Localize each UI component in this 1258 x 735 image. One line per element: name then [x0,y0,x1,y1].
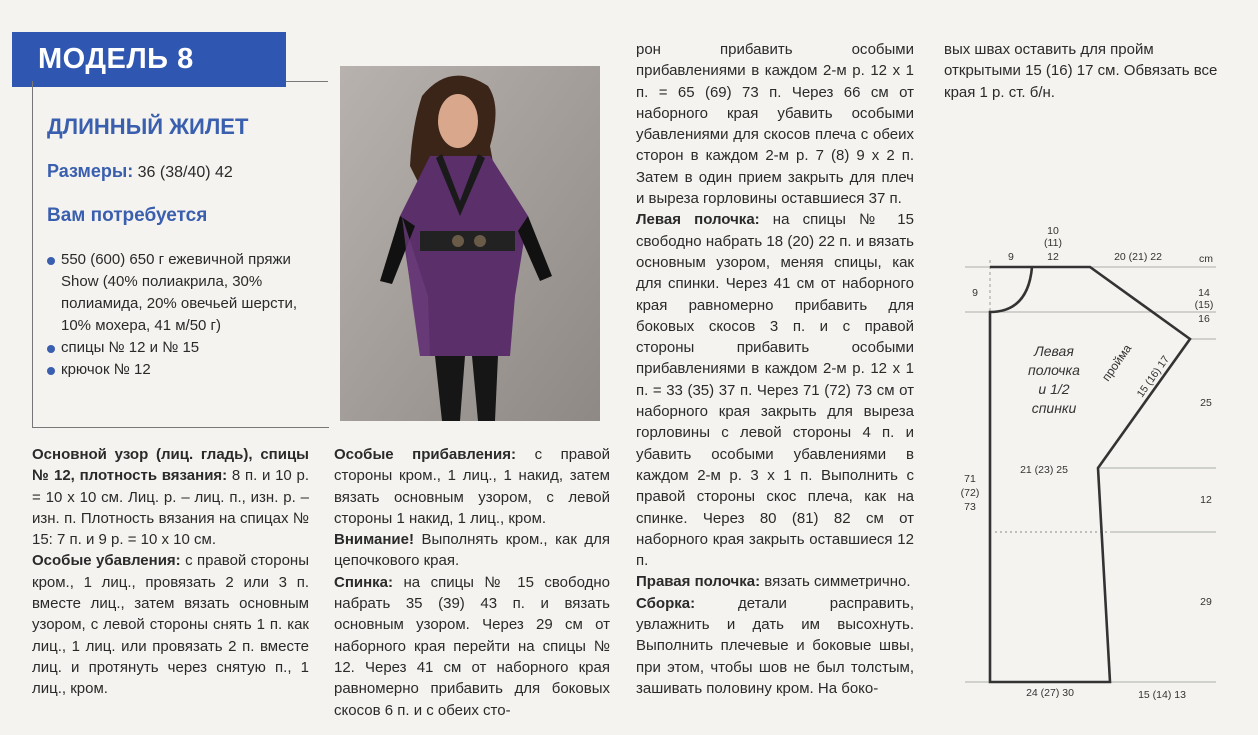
piece-name-3: и 1/2 [1038,381,1070,397]
materials-list [47,249,317,381]
dim-neck-1: 10 [1047,225,1059,237]
piece-name-1: Левая [1034,343,1074,359]
body-text: вых швах оставить для пройм открытыми 15 (16) 17 см. Обвязать все края 1 р. ст. б/н. [944,41,1218,101]
guide-lines [965,260,1216,682]
dim-lower-height: 29 [1200,596,1212,608]
body-text: Выполнять кром., как для цепочкового края. [334,531,610,570]
dim-bottom-extension: 15 (14) 13 [1138,689,1186,701]
text-column-2 [334,444,610,721]
text-column-3 [636,39,914,699]
materials-heading: Вам потребуется [47,205,208,226]
dim-shoulder: 20 (21) 22 [1114,251,1162,263]
dim-total-1: 71 [964,473,976,485]
dim-bottom-width: 24 (27) 30 [1026,687,1074,699]
heading-increases: Особые прибавления: [334,446,516,463]
body-text: на спицы № 15 свободно набрать 35 (39) 43 п. и вязать основным узором. Через 29 см от наборного края перейти на спицы № 12. Через 41 см от наборного края равномерно прибавить для боковых скосов 6 п. и с обеих сто- [334,573,610,719]
dim-shoulder-slope-2: (15) [1194,299,1214,311]
heading-main-pattern: Основной узор (лиц. гладь), спицы № 12, плотность вязания: [32,446,309,485]
dim-body-height: 12 [1200,494,1212,506]
pattern-title: ДЛИННЫЙ ЖИЛЕТ [47,114,249,139]
dim-total-2: (72) [960,487,980,499]
dim-neck-depth: 9 [972,287,978,299]
heading-assembly: Сборка: [636,594,696,612]
piece-label [1028,343,1080,416]
heading-back: Спинка: [334,573,394,591]
piece-name-4: спинки [1031,400,1077,416]
heading-left-front: Левая полочка: [636,211,760,229]
unit-label: cm [1199,253,1213,265]
text-column-4 [944,39,1222,103]
model-illustration [340,66,600,421]
dim-shoulder-slope-1: 14 [1198,287,1210,299]
heading-decreases: Особые убавления: [32,552,181,570]
model-banner [12,32,286,87]
pattern-schematic [960,220,1220,715]
dim-neck-2: (11) [1044,237,1062,249]
dim-neck-3: 12 [1047,251,1059,263]
heading-right-front: Правая полочка: [636,573,761,591]
list-item: 550 (600) 650 г ежевичной пряжи Show (40% полиакрила, 30% полиамида, 20% овечьей шерсти, 10% мохера, 41 м/50 г) [47,249,317,337]
body-text: с правой стороны кром., 1 лиц., 1 накид, затем вязать основным узором, с левой стороны 1 накид, 1 лиц., кром. [334,446,610,527]
body-text: вязать симметрично. [760,573,911,591]
body-text: на спицы № 15 свободно набрать 18 (20) 22 п. и вязать основным узором, меняя спицы, как для спинки. Через 41 см от наборного края равномерно прибавить для боковых скосов 3 п. и с правой стороны прибавить особыми прибавлениями в каждом 2-м р. 12 х 1 п. = 33 (35) 37 п. Через 71 (72) 73 см от наборного края закрыть для выреза горловины с левой стороны 4 п. и убавить особыми убавлениями в каждом 2-м р. 3 х 1 п. Выполнить с правой стороны скос плеча, как на спинке. Через 80 (81) 82 см от наборного края закрыть оставшиеся 12 п. [636,211,914,570]
list-item: крючок № 12 [47,359,317,381]
heading-attention: Внимание! [334,531,414,549]
armhole-label: пройма [1098,341,1135,384]
sizes-line [47,161,233,182]
dim-armhole-height: 25 [1200,397,1212,409]
armhole-size: 15 (16) 17 [1134,353,1172,400]
sizes-value: 36 (38/40) 42 [137,164,233,181]
dim-top-left: 9 [1008,251,1014,263]
body-text: детали расправить, увлажнить и дать им высохнуть. Выполнить плечевые и боковые швы, при этом, чтобы шов не был толстым, зашивать половину кром. На боко- [636,594,914,697]
body-text: рон прибавить особыми прибавлениями в каждом 2-м р. 12 х 1 п. = 65 (69) 73 п. Через 66 см от наборного края убавить особыми убавлениями для скосов плеча с обеих сторон в каждом 2-м р. 7 (8) 9 х 2 п. Затем в один прием закрыть для плеч и выреза горловины оставшиеся 37 п. [636,41,914,208]
dim-shoulder-slope-3: 16 [1198,313,1210,325]
sizes-label: Размеры: [47,161,134,181]
body-text: 8 п. и 10 р. = 10 х 10 см. Лиц. р. – лиц. п., изн. р. – изн. п. Плотность вязания на спицах № 15: 7 п. и 9 р. = 10 х 10 см. [32,467,309,549]
model-photo [340,66,600,421]
model-title: МОДЕЛЬ 8 [38,43,194,75]
dim-total-3: 73 [964,501,976,513]
list-item: спицы № 12 и № 15 [47,337,317,359]
dim-mid-width: 21 (23) 25 [1020,464,1068,476]
body-text: с правой стороны кром., 1 лиц., провязать 2 или 3 п. вместе лиц., затем вязать основным узором, с левой стороны снять 1 п. как лиц., 1 лиц. или провязать 2 п. вместе лиц. и протянуть через снятую п., 1 лиц., кром. [32,552,309,698]
text-column-1 [32,444,309,700]
piece-name-2: полочка [1028,362,1080,378]
